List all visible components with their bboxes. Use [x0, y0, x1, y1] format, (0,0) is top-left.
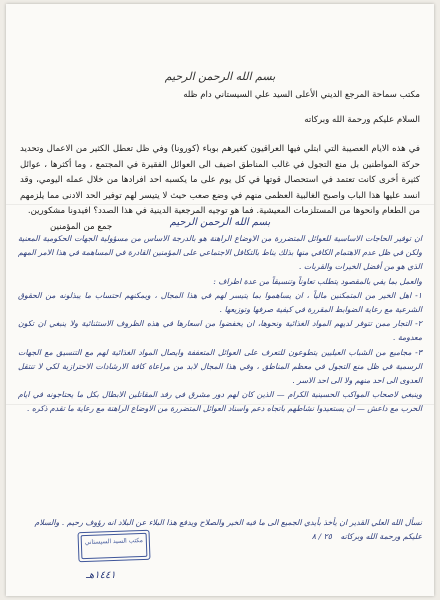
greeting-line: السلام عليكم ورحمة الله وبركاته — [304, 114, 420, 125]
closing-prayer: نسأل الله العلي القدير ان يأخذ بأيدي الجميع الى ما فيه الخير والصلاح ويدفع هذا البلاء عن البلاد انه رؤوف رحيم . والسلام عليكم ورحمة الله وبركاته — [34, 518, 422, 541]
stamp-frame — [81, 533, 148, 559]
reply-year: ١٤٤١هـ — [86, 570, 116, 581]
reply-body — [18, 232, 422, 417]
reply-basmala: بسم الله الرحمن الرحيم — [169, 217, 271, 228]
office-stamp — [77, 530, 150, 562]
letter-header — [20, 88, 420, 128]
reply-paragraph: والعمل بما يفي بالمقصود يتطلب تعاوناً وتنسيقاً من عدة اطراف : — [213, 276, 422, 286]
reply-item: ٣- مجاميع من الشباب العيليين يتطوعون للتعرف على العوائل المتعففة وايصال المواد الغذائية لهم مع التنسيق مع الجهات الرسمية في ظل منع التجول في معظم المناطق ، وفي هذا المجال لابد من مراعاة كافة الارشادات الاحترازية لكي لا تنتقل العدوى الى احد منهم ولا الى احد الاسر . — [18, 347, 422, 386]
addressee-line: مكتب سماحة المرجع الديني الأعلى السيد علي السيستاني دام ظله — [183, 90, 420, 100]
letter-basmala: بسم الله الرحمن الرحيم — [164, 70, 276, 83]
letter-sheet — [6, 4, 434, 596]
reply-item: ٢- التجار ممن تتوفر لديهم المواد الغذائية ونحوها، ان يخفضوا من اسعارها في هذه الظروف الاستثنائية ولا ينبغي ان تكون معدومة . — [18, 319, 422, 343]
question-body: في هذه الايام العصيبة التي ابتلي فيها العراقيون كغيرهم بوباء (كورونا) وفي ظل تعطل الكثير من الاعمال وتحديد حركة المواطنين بل منع التجول في غالب المناطق اضيف الى العوائل الفقيرة في المجتمع ، وما أكثرها ، عوائل كثيرة أخرى كانت تعتمد في استحصال قوتها في كل يوم على ما يكسبه احد افرادها من خلال عمله اليومي، وقد انسد عليها هذا الباب واصبح الغالبية العظمى منهم في وضع صعب حيث لا يتيسر لهم توفير الحد الادنى مما يلزمهم من الطعام وانحوها من المستلزمات المعيشية. فما هو توجيه المرجعية الدينية في هذا الصدد؟ افيدونا مشكورين. — [20, 144, 420, 216]
signer: جمع من المؤمنين — [50, 221, 113, 232]
reply-paragraph: وينبغي لاصحاب المواكب الحسينية الكرام — الذين كان لهم دور مشرق في رفد المقاتلين الابطال بكل ما يحتاجونه في ايام الحرب مع داعش — ان يستعيدوا نشاطهم باتجاه دعم واسناد العوائل المتضررة من الاوضاع الراهنة مع رعاية ما تقدم ذكره . — [18, 390, 422, 414]
reply-paragraph: ان توفير الحاجات الاساسية للعوائل المتضررة من الاوضاع الراهنة هو بالدرجة الاساس من مسؤولية الجهات الحكومية المعنية ولكن في ظل عدم الاهتمام الكافي منها بذلك يناط بالتكافل الاجتماعي على المؤمنين القادرة في المساهمة في هذا الامر المهم الذي هو من أفضل الخيرات والقربات . — [18, 234, 422, 272]
reply-item: ١- اهل الخير من المتمكنين مالياً ، ان يساهموا بما يتيسر لهم في هذا المجال ، ويمكنهم احتساب ما يبذلونه من الحقوق الشرعية مع رعاية الضوابط المقررة في كيفية صرفها وتوزيعها . — [18, 290, 422, 315]
stamp-label: مكتب السيد السيستاني — [84, 536, 144, 547]
reply-date: ٢٥ / ٨ — [311, 532, 332, 541]
